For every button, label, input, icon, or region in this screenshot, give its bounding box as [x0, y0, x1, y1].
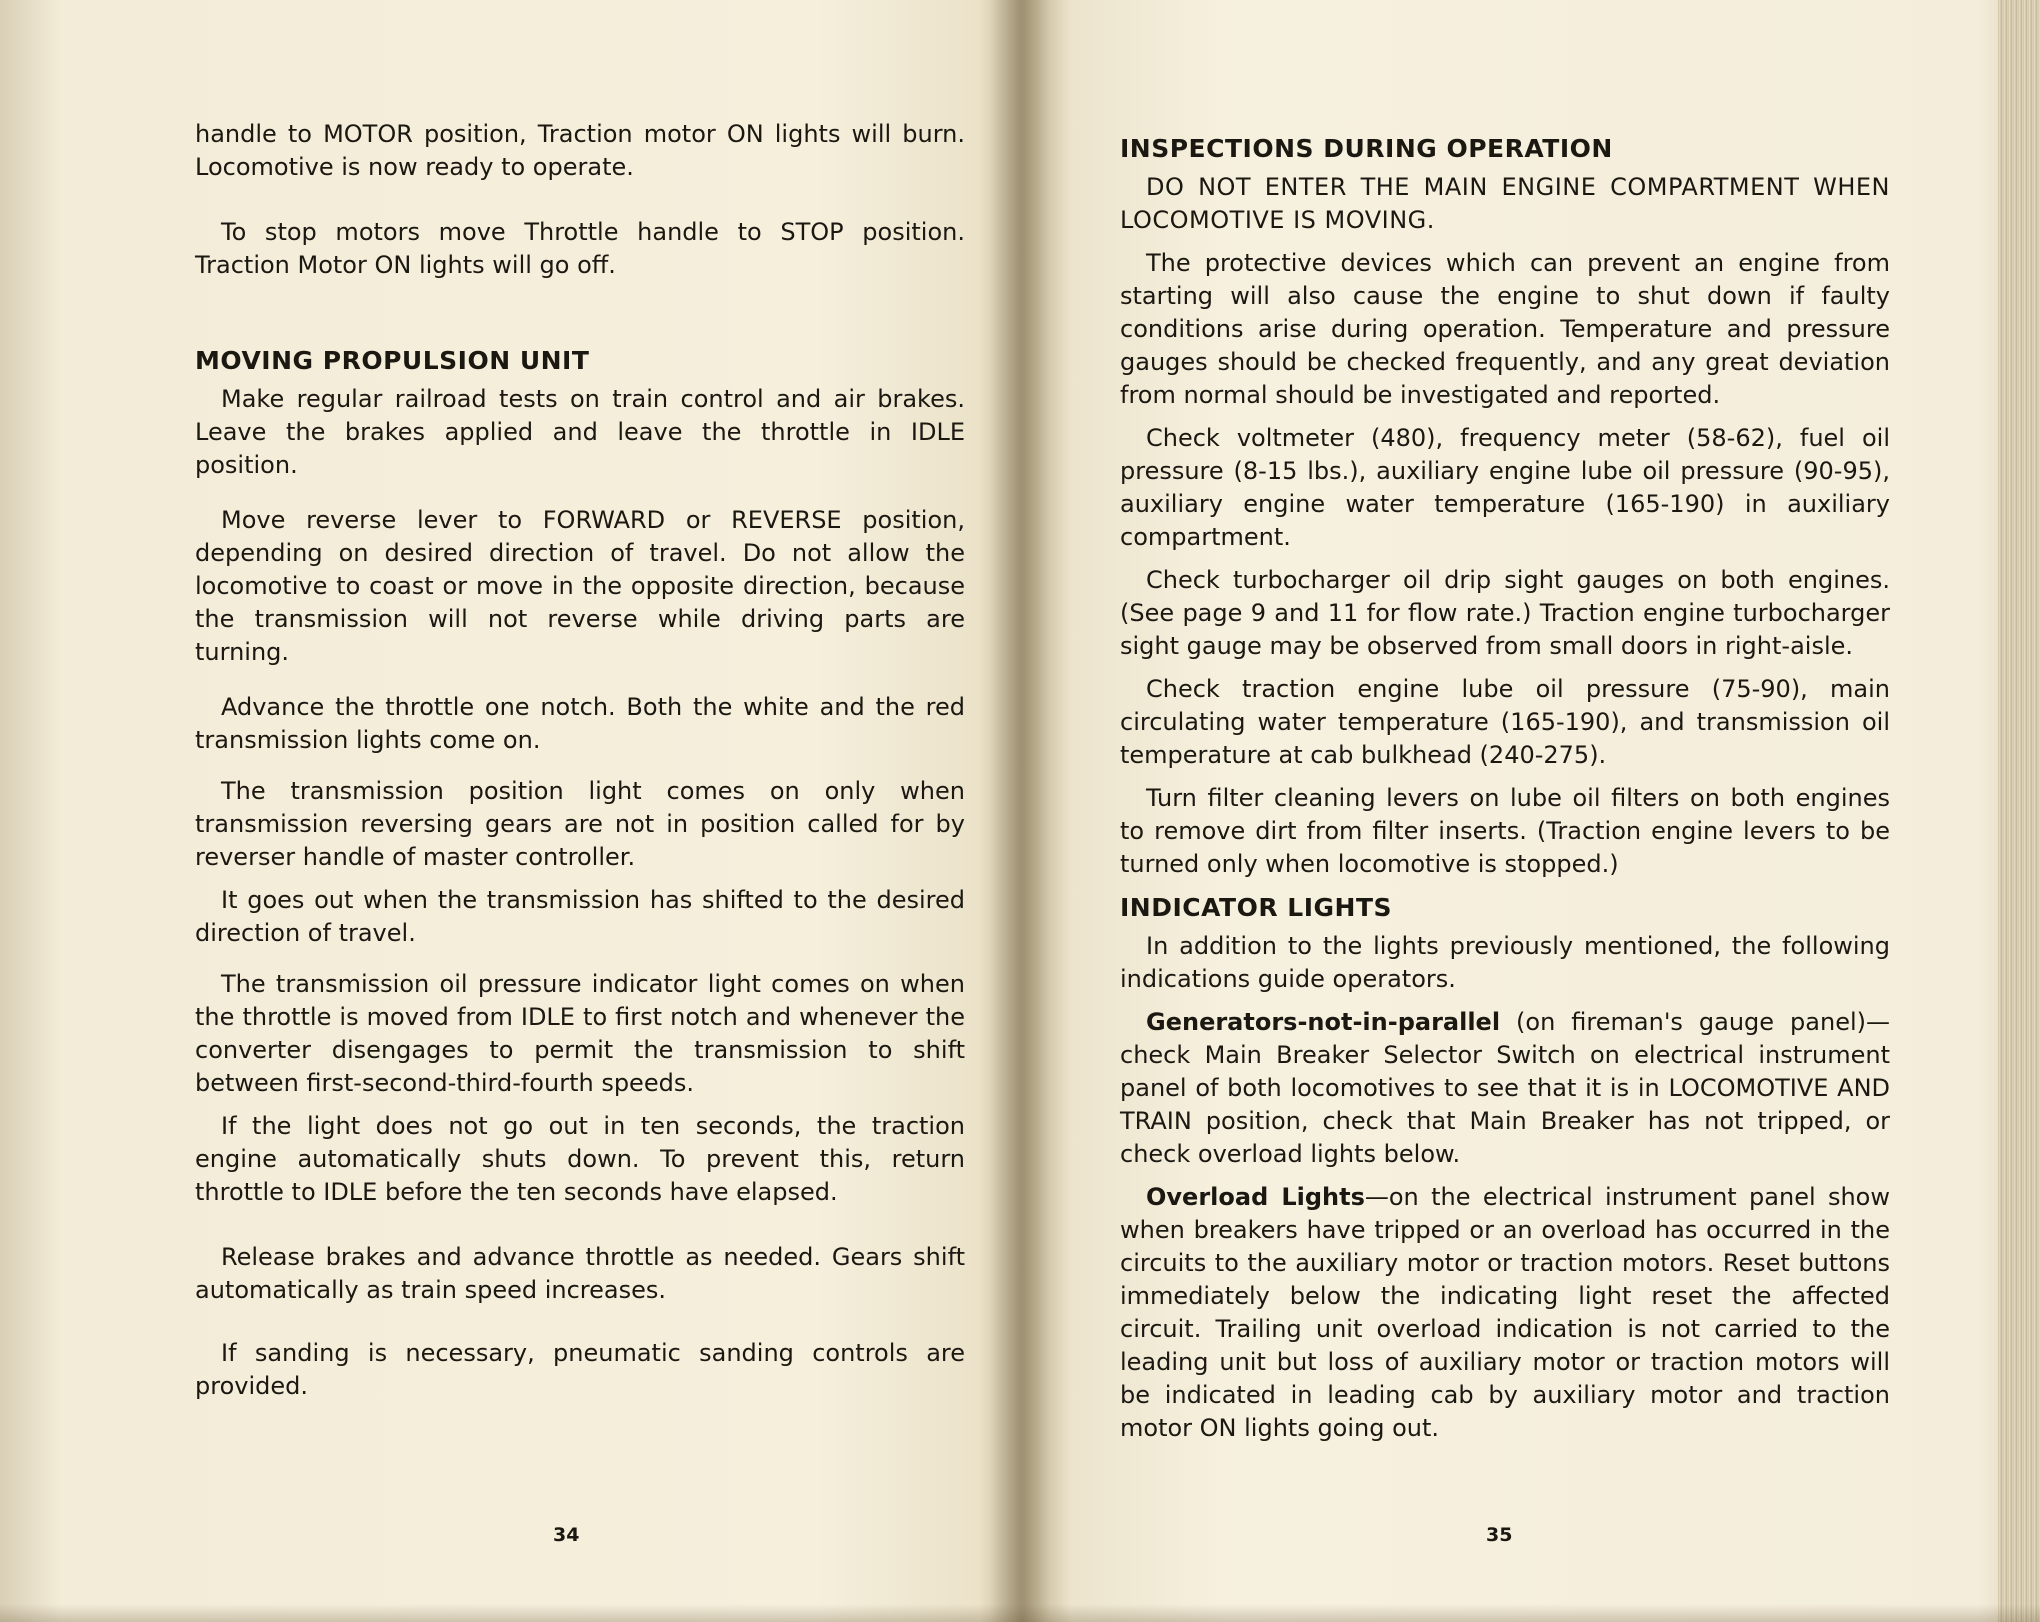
page-edges — [1998, 0, 2040, 1622]
overload-text: —on the electrical instrument panel show when breakers have tripped or an overload has occurred in the circuits to the auxiliary motor or traction motors. Reset buttons immediately below the indicating light reset the affected circuit. Trailing unit overload indication is not carried to the leading unit but loss of auxiliary motor or traction motors will be indicated in leading cab by auxiliary motor and traction motor ON lights going out. — [1120, 1183, 1890, 1442]
right-paragraph-3: Check turbocharger oil drip sight gauges on both engines. (See page 9 and 11 for flow rate.) Traction engine turbocharger sight gauge may be observed from small doors in right-aisle. — [1120, 566, 1890, 660]
right-paragraph-1: The protective devices which can prevent an engine from starting will also cause the engine to shut down if faulty conditions arise during operation. Temperature and pressure gauges should be checked frequently, and any great deviation from normal should be investigated and reported. — [1120, 249, 1890, 409]
right-page — [1120, 132, 1890, 1455]
book-gutter — [990, 0, 1050, 1622]
left-section-paragraph-8: Release brakes and advance throttle as needed. Gears shift automatically as train speed increases. — [195, 1243, 965, 1304]
section-heading-moving-propulsion-unit: MOVING PROPULSION UNIT — [195, 346, 590, 375]
page-number-right: 35 — [1486, 1524, 1513, 1546]
page-bottom-edge — [0, 1604, 2040, 1622]
right-paragraph-5: Turn filter cleaning levers on lube oil filters on both engines to remove dirt from filter inserts. (Traction engine levers to be turned only when locomotive is stopped.) — [1120, 784, 1890, 878]
left-paragraph-2: To stop motors move Throttle handle to STOP position. Traction Motor ON lights will go off. — [195, 218, 965, 279]
generators-paragraph — [1120, 1006, 1890, 1171]
left-section-paragraph-2: Move reverse lever to FORWARD or REVERSE position, depending on desired direction of travel. Do not allow the locomotive to coast or move in the opposite direction, because the transmission will not reverse while driving parts are turning. — [195, 506, 965, 666]
left-section-paragraph-3: Advance the throttle one notch. Both the white and the red transmission lights come on. — [195, 693, 965, 754]
section-heading-indicator-lights: INDICATOR LIGHTS — [1120, 893, 1393, 922]
section-heading-inspections: INSPECTIONS DURING OPERATION — [1120, 134, 1613, 163]
right-paragraph-2: Check voltmeter (480), frequency meter (58-62), fuel oil pressure (8-15 lbs.), auxiliary engine lube oil pressure (90-95), auxiliary engine water temperature (165-190) in auxiliary compartment. — [1120, 424, 1890, 551]
left-section-paragraph-1: Make regular railroad tests on train control and air brakes. Leave the brakes applied and leave the throttle in IDLE position. — [195, 385, 965, 479]
left-section-paragraph-9: If sanding is necessary, pneumatic sanding controls are provided. — [195, 1339, 965, 1400]
left-section-paragraph-4: The transmission position light comes on only when transmission reversing gears are not in position called for by reverser handle of master controller. — [195, 777, 965, 871]
left-section-paragraph-7: If the light does not go out in ten seconds, the traction engine automatically shuts down. To prevent this, return throttle to IDLE before the ten seconds have elapsed. — [195, 1112, 965, 1206]
warning-text: DO NOT ENTER THE MAIN ENGINE COMPARTMENT WHEN LOCOMOTIVE IS MOVING. — [1120, 173, 1890, 234]
generators-label: Generators-not-in-parallel — [1146, 1008, 1501, 1036]
overload-label: Overload Lights — [1146, 1183, 1365, 1211]
indicator-intro: In addition to the lights previously mentioned, the following indications guide operators. — [1120, 932, 1890, 993]
left-section-paragraph-5: It goes out when the transmission has shifted to the desired direction of travel. — [195, 886, 965, 947]
right-paragraph-4: Check traction engine lube oil pressure (75-90), main circulating water temperature (165-190), and transmission oil temperature at cab bulkhead (240-275). — [1120, 675, 1890, 769]
left-section-paragraph-6: The transmission oil pressure indicator light comes on when the throttle is moved from IDLE to first notch and whenever the converter disengages to permit the transmission to shift between first-second-third-fourth speeds. — [195, 970, 965, 1097]
left-paragraph-1: handle to MOTOR position, Traction motor ON lights will burn. Locomotive is now ready to operate. — [195, 120, 965, 181]
overload-paragraph — [1120, 1181, 1890, 1445]
page-number-left: 34 — [553, 1524, 580, 1546]
left-page — [195, 118, 965, 1413]
generators-text: (on fireman's gauge panel)—check Main Breaker Selector Switch on electrical instrument panel of both locomotives to see that it is in LOCOMOTIVE AND TRAIN position, check that Main Breaker has not tripped, or check overload lights below. — [1120, 1008, 1890, 1168]
